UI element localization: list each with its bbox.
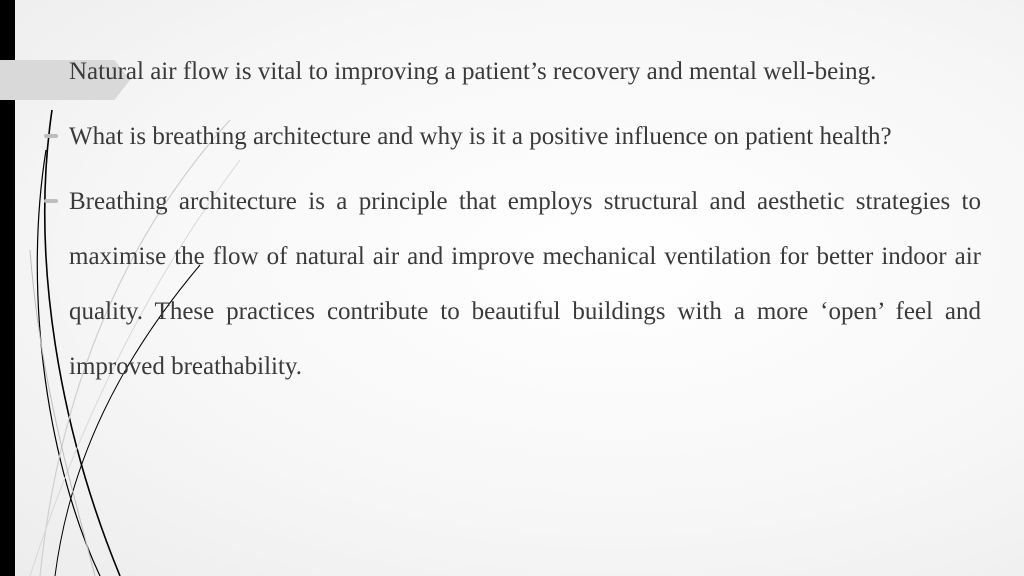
bullet-marker [44, 134, 58, 138]
bullet-item-2 [69, 109, 981, 164]
slide-content [69, 44, 981, 404]
paragraph-2: What is breathing architecture and why is it a positive influence on patient health? [69, 123, 892, 150]
bullet-marker [44, 199, 58, 203]
bullet-item-3 [69, 174, 981, 394]
paragraph-1: Natural air flow is vital to improving a patient’s recovery and mental well-being. [69, 58, 877, 85]
paragraph-3: Breathing architecture is a principle that employs structural and aesthetic strategies to maximise the flow of natural air and improve mechanical ventilation for better indoor air quality. These practices contribute to beautiful buildings with a more ‘open’ feel and improved breathability. [69, 188, 981, 380]
